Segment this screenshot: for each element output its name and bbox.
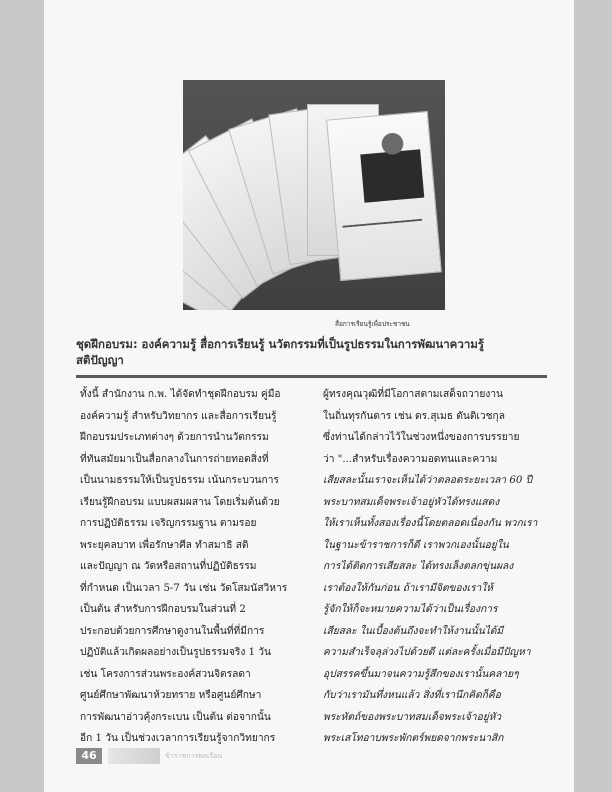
text-line: รู้จักให้ก็จะหมายความได้ว่าเป็นเรื่องการ bbox=[323, 604, 498, 615]
text-line: ฝึกอบรมประเภทต่างๆ ด้วยการนำนวัตกรรม bbox=[80, 432, 269, 443]
text-line: เรียนรู้ฝึกอบรม แบบผสมผสาน โดยเริ่มต้นด้วย bbox=[80, 496, 280, 508]
text-line: การปฏิบัติธรรม เจริญกรรมฐาน ตามรอย bbox=[80, 518, 257, 529]
text-line: ผู้ทรงคุณวุฒิที่มีโอกาสตามเสด็จถวายงาน bbox=[323, 389, 504, 400]
front-booklet-cover bbox=[326, 111, 442, 281]
text-line: เราต้องให้กันก่อน ถ้าเรามีจิตของเราให้ bbox=[323, 582, 493, 594]
photo-caption: สื่อการเรียนรู้เพื่อประชาชน bbox=[335, 320, 410, 328]
text-line: เป็นต้น สำหรับการฝึกอบรมในส่วนที่ 2 bbox=[80, 604, 246, 615]
page-number: 46 bbox=[76, 748, 102, 764]
text-line: เสียสละ ในเบื้องต้นถึงจะทำให้งานนั้นได้มี bbox=[323, 625, 504, 637]
text-line: ว่า "...สำหรับเรื่องความอดทนและความ bbox=[323, 453, 498, 465]
text-line: การได้ติดการเสียสละ ได้ทรงเล็งตลกขุ่นผลง bbox=[323, 561, 514, 572]
right-column bbox=[323, 384, 545, 750]
heading-line: ชุดฝึกอบรม: องค์ความรู้ สื่อการเรียนรู้ นวัตกรรมที่เป็นรูปธรรมในการพัฒนาความรู้ bbox=[76, 337, 485, 351]
text-line: เป็นนามธรรมให้เป็นรูปธรรม เน้นกระบวนการ bbox=[80, 475, 279, 486]
cover-title-image bbox=[341, 205, 422, 228]
text-line: ประกอบด้วยการศึกษาดูงานในพื้นที่ที่มีการ bbox=[80, 625, 265, 637]
text-line: ให้เราเห็นทั้งสองเรื่องนี้โดยตลอดเนื่องกัน พวกเรา bbox=[323, 518, 538, 529]
footer-note: ข้าราชการพลเรือน bbox=[165, 752, 223, 760]
heading-line: สติปัญญา bbox=[76, 353, 124, 367]
text-line: ที่กำหนด เป็นเวลา 5-7 วัน เช่น วัดโสมนัสวิหาร bbox=[80, 582, 288, 594]
text-line: การพัฒนาอ่าวคุ้งกระเบน เป็นต้น ต่อจากนั้น bbox=[80, 711, 271, 723]
text-line: อีก 1 วัน เป็นช่วงเวลาการเรียนรู้จากวิทยากร bbox=[80, 733, 276, 744]
text-line: ซึ่งท่านได้กล่าวไว้ในช่วงหนึ่งของการบรรยาย bbox=[323, 432, 520, 443]
text-line: ทั้งนี้ สำนักงาน ก.พ. ได้จัดทำชุดฝึกอบรม คู่มือ bbox=[80, 389, 281, 400]
text-line: ปฏิบัติแล้วเกิดผลอย่างเป็นรูปธรรมจริง 1 วัน bbox=[80, 647, 271, 658]
text-line: ศูนย์ศึกษาพัฒนาห้วยทราย หรือศูนย์ศึกษา bbox=[80, 690, 262, 701]
section-heading bbox=[76, 336, 547, 368]
text-line: เสียสละนั้นเราจะเห็นได้ว่าตลอดระยะเวลา 60 ปี bbox=[323, 475, 533, 486]
text-line: ในฐานะข้าราชการก็ดี เราพวกเองนั้นอยู่ใน bbox=[323, 539, 509, 551]
booklets-photo bbox=[183, 80, 445, 310]
footer-logo bbox=[108, 748, 160, 764]
portrait-image bbox=[358, 123, 424, 203]
text-line: องค์ความรู้ สำหรับวิทยากร และสื่อการเรียนรู้ bbox=[80, 410, 277, 422]
text-line: พระบาทสมเด็จพระเจ้าอยู่หัวได้ทรงแสดง bbox=[323, 496, 500, 508]
text-line: พระยุคลบาท เพื่อรักษาศีล ทำสมาธิ สติ bbox=[80, 539, 249, 551]
heading-rule bbox=[76, 375, 547, 378]
text-line: อุปสรรคขึ้นมาจนความรู้สึกของเรานั้นคลายๆ bbox=[323, 668, 519, 680]
text-line: พระเสโทอาบพระพักตร์พยดจากพระนาสิก bbox=[323, 733, 504, 744]
text-line: และปัญญา ณ วัดหรือสถานที่ปฏิบัติธรรม bbox=[80, 561, 257, 572]
text-line: ในถิ่นทุรกันดาร เช่น ดร.สุเมธ ตันติเวชกุล bbox=[323, 410, 505, 422]
left-column bbox=[80, 384, 302, 750]
text-line: พระหัตถ์ของพระบาทสมเด็จพระเจ้าอยู่หัว bbox=[323, 711, 502, 723]
text-line: เช่น โครงการส่วนพระองค์สวนจิตรลดา bbox=[80, 668, 251, 680]
text-line: ความสำเร็จลุล่วงไปด้วยดี แต่ละครั้งเมื่อมีปัญหา bbox=[323, 647, 531, 658]
text-line: กับว่าเรามันทึ่งหนแล้ว สิ่งที่เรานึกคิดก็คือ bbox=[323, 690, 501, 701]
text-line: ที่ทันสมัยมาเป็นสื่อกลางในการถ่ายทอดสิ่งที่ bbox=[80, 453, 269, 465]
